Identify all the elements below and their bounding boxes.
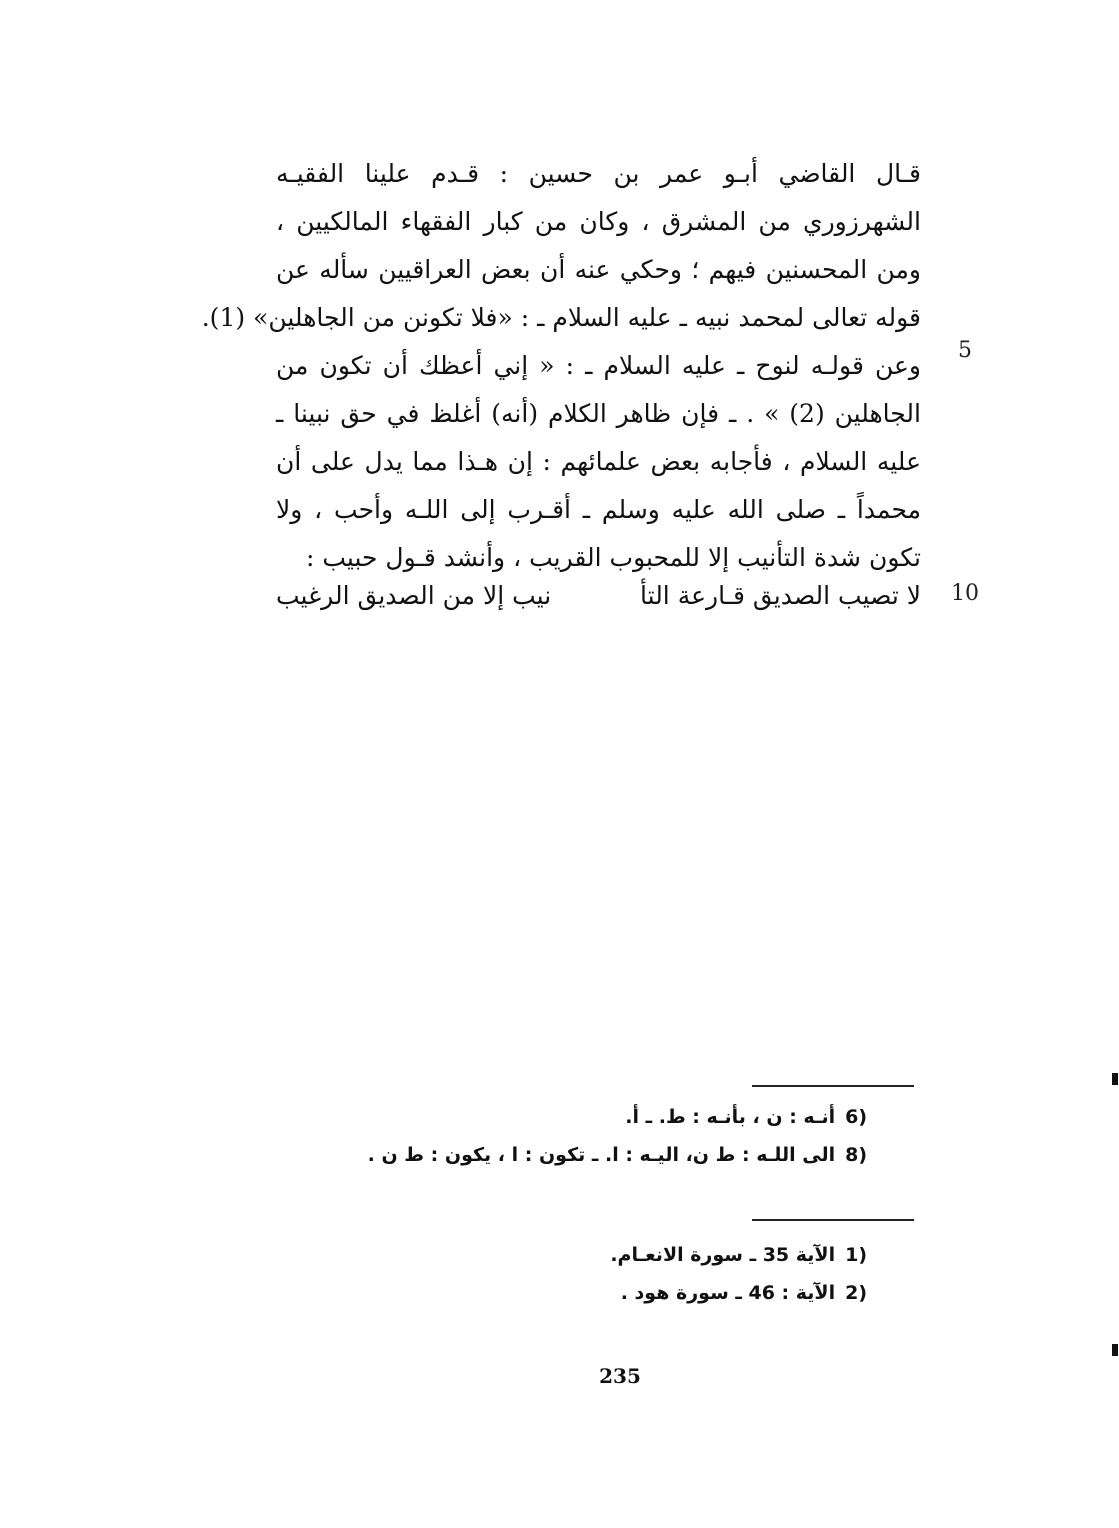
scan-edge-mark: [1112, 1073, 1118, 1085]
text-line-1: قـال القاضي أبـو عمر بن حسين : قـدم علينا الفقيـه: [276, 159, 921, 188]
footnote-number: 2): [845, 1282, 867, 1304]
page-number: 235: [599, 1364, 641, 1388]
footnotes: [610, 1236, 867, 1312]
text-line-2: الشهرزوري من المشرق ، وكان من كبار الفقهاء المالكيين ،: [276, 207, 921, 236]
line-number-10: 10: [951, 581, 979, 606]
footnote-divider: [752, 1219, 914, 1221]
poetry-verse: [276, 572, 921, 620]
scan-edge-mark: [1112, 1344, 1118, 1356]
apparatus-notes: [368, 1098, 867, 1174]
footnote-text: الآية 35 ـ سورة الانعـام.: [610, 1244, 836, 1266]
text-line-5: وعن قولـه لنوح ـ عليه السلام ـ : « إني أعظك أن تكون من: [276, 351, 921, 380]
note-text: أنـه : ن ، بأنـه : ط. ـ أ.: [625, 1106, 836, 1128]
apparatus-divider: [752, 1085, 914, 1087]
footnote-text: الآية : 46 ـ سورة هود .: [620, 1282, 836, 1304]
text-line-8: محمداً ـ صلى الله عليه وسلم ـ أقـرب إلى اللـه وأحب ، ولا: [276, 495, 921, 524]
apparatus-note: [368, 1098, 867, 1136]
apparatus-note: [368, 1136, 867, 1174]
text-line-7: عليه السلام ، فأجابه بعض علمائهم : إن هـذا مما يدل على أن: [276, 447, 921, 476]
main-text-block: [201, 150, 921, 582]
verse-second-hemistich: نيب إلا من الصديق الرغيب: [276, 581, 552, 610]
note-number: 8): [845, 1144, 867, 1166]
text-line-3: ومن المحسنين فيهم ؛ وحكي عنه أن بعض العراقيين سأله عن: [276, 255, 921, 284]
line-number-5: 5: [958, 338, 972, 363]
verse-first-hemistich: لا تصيب الصديق قـارعة التأ: [640, 581, 921, 610]
footnote: [610, 1236, 867, 1274]
note-text: الى اللـه : ط ن، اليـه : ا. ـ تكون : ا ، يكون : ط ن .: [367, 1144, 836, 1166]
text-line-6: الجاهلين (2) » . ـ فإن ظاهر الكلام (أنه) أغلظ في حق نبينا ـ: [276, 399, 921, 428]
footnote: [610, 1274, 867, 1312]
text-line-9: تكون شدة التأنيب إلا للمحبوب القريب ، وأنشد قـول حبيب :: [306, 543, 921, 572]
note-number: 6): [845, 1106, 867, 1128]
text-line-4: قوله تعالى لمحمد نبيه ـ عليه السلام ـ : «فلا تكونن من الجاهلين» (1).: [201, 303, 921, 332]
footnote-number: 1): [845, 1244, 867, 1266]
